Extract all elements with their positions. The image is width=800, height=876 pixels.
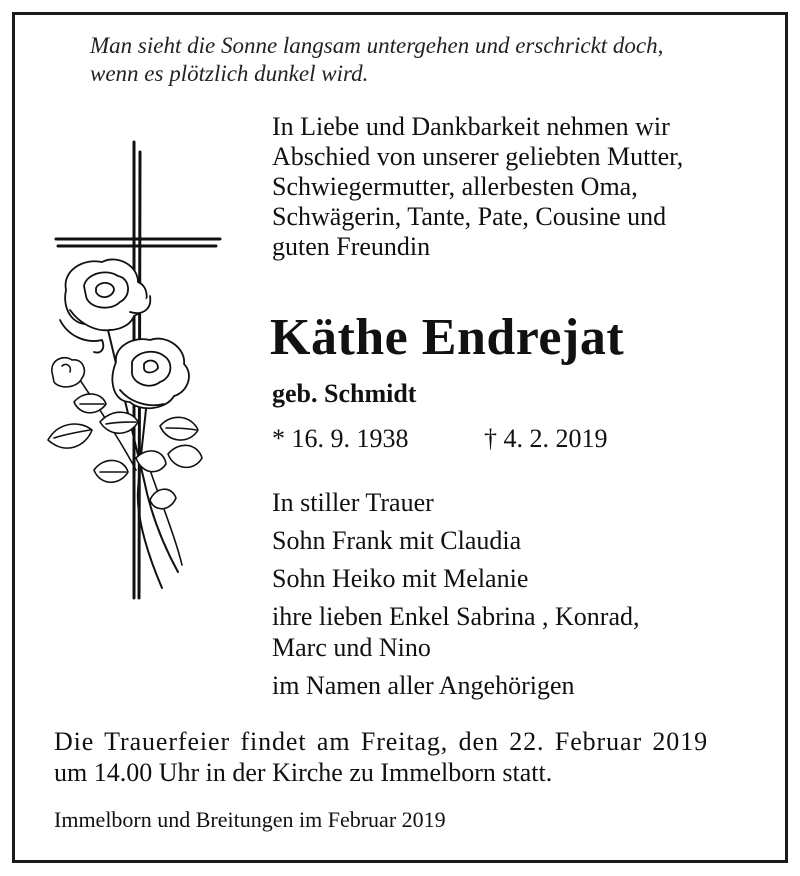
intro-line: Schwägerin, Tante, Pate, Cousine und xyxy=(272,202,667,231)
motto-line: wenn es plötzlich dunkel wird. xyxy=(90,61,369,86)
intro-text xyxy=(272,112,772,262)
mourner-line: Sohn Frank mit Claudia xyxy=(272,526,522,555)
intro-line: Abschied von unserer geliebten Mutter, xyxy=(272,142,684,171)
intro-line: Schwiegermutter, allerbesten Oma, xyxy=(272,172,638,201)
place-and-date: Immelborn und Breitungen im Februar 2019 xyxy=(54,807,446,832)
mourners-list xyxy=(272,487,772,701)
death-date: † 4. 2. 2019 xyxy=(484,424,608,453)
mourner-line: im Namen aller Angehörigen xyxy=(272,671,575,700)
motto-quote xyxy=(90,32,770,88)
mourner-line: ihre lieben Enkel Sabrina , Konrad, xyxy=(272,602,640,631)
intro-line: In Liebe und Dankbarkeit nehmen wir xyxy=(272,112,670,141)
funeral-line: um 14.00 Uhr in der Kirche zu Immelborn statt. xyxy=(54,758,553,787)
mourner-line: Sohn Heiko mit Melanie xyxy=(272,564,529,593)
motto-line: Man sieht die Sonne langsam untergehen und erschrickt doch, xyxy=(90,33,664,58)
funeral-line: Die Trauerfeier findet am Freitag, den 22. Februar 2019 xyxy=(54,727,709,756)
deceased-name: Käthe Endrejat xyxy=(270,309,625,366)
mourner-line: Marc und Nino xyxy=(272,633,431,662)
mourners-heading: In stiller Trauer xyxy=(272,488,434,517)
cross-with-roses-icon xyxy=(40,140,230,605)
funeral-announcement xyxy=(54,726,774,788)
life-dates xyxy=(272,423,608,455)
maiden-name: geb. Schmidt xyxy=(272,379,417,408)
intro-line: guten Freundin xyxy=(272,232,431,261)
birth-date: * 16. 9. 1938 xyxy=(272,424,409,453)
